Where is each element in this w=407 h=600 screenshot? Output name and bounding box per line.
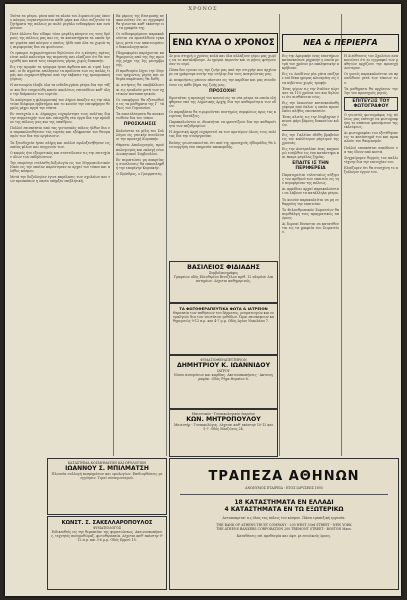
fidiadis-line: Συμβολαιογράφος xyxy=(208,271,239,275)
bank-line3: THE BANK OF ATHENS TRUST COMPANY - 205 WEST 33rd STREET - NEW YORK xyxy=(216,523,352,528)
eno-kyla-banner: ΕΝΩ ΚΥΛΑ Ο ΧΡΟΝΟΣ xyxy=(169,33,278,53)
bilmatsi-name: ΙΩΑΝΝΟΥ Σ. ΜΠΙΛΜΑΤΣΗ xyxy=(65,465,149,472)
ioannidou-ad: ΦΥΜΑΤΙΟΘΕΡΑΠΕΥΤΗΡΙΟΝ ΔΗΜΗΤΡΙΟΥ Κ. ΙΩΑΝΝΙΔΟΥ ΙΑΤΡΟΥ Νόσοι πνευμόνων και καρδίας. Ακτινοσκοπήσεις - Ακτινογραφίαι. Οδός Ρήγα Φεραίου 8. xyxy=(169,355,278,409)
prosochi-heading: ΠΡΟΣΟΧΗ! xyxy=(208,88,237,94)
sakellaropoulos-ad: ΚΩΝΣΤ. Σ. ΣΑΚΕΛΛΑΡΟΠΟΥΛΟΣ ΦΥΜΑΤΙΟΛΟΓΟΣ Ειδικευθείς εις την θεραπείαν της φυματιώσεως. Ακτινοσκοπήσεις, τεχνητός πνευμοθώραξ, φωτοθεραπεία. Δέχεται καθ' εκάστην 9-12 π.μ. και 3-6 μ.μ. Οδός Ερμού 15. xyxy=(47,516,167,590)
fidiadis-ad: ΒΑΣΙΛΕΙΟΣ ΦΙΔΙΑΔΗΣ Συμβολαιογράφος Γραφείον οδός Ελευθερίου Βενιζέλου αριθ. 12 πλησίον Δικαστηρίων. Δέχεται καθημερινώς. xyxy=(169,261,278,303)
column-1: Ταύτα τα μέτρα, μέσα από τα πλοία του λιμανιού μας όπου ο κόσμος συγκεντρώνεται κάθε μέρα και όλοι συζητούν τα ζητήματα της πόλεως με πολύ μεγάλο ενδιαφέρον και αναμένουν. Ποτέ άλλοτε δεν είδαμε τόσο μεγάλη κίνησιν εις τους δρόμους της πόλεως μας και εις τα καταστήματα τα οποία ήσαν γεμάτα από κόσμον ο οποίος ήλθε από όλα τα χωριά της περιφερείας δια να ψωνίσουν. Οι εμποροι ευχαριστημένοι δηλώνουν ότι η κίνησις εφέτος είναι πολύ καλυτέρα της περσινής και ελπίζουν ότι θα συνεχισθή και κατά τους επομένους μήνας χωρίς διακοπήν. Εις την αγοράν τα τρόφιμα ήσαν άφθονα και αι τιμαί λογικαί, οι δε αγρόται επώλησαν τα προϊόντα των εις καλάς τιμάς και ευχαριστήθησαν από την έκβασιν της εμποροπανηγύρεως. Η αστυνομία έλαβε όλα τα ενδεδειγμένα μέτρα δια την τάξιν και δεν εσημειώθη κανέν απολύτως επεισόδιον καθ' όλην την διάρκειαν των εορτών. Το απόγευμα η φιλαρμονική του Δήμου έπαιξεν εις την πλατείαν διάφορα εμβατήρια και το κοινόν την επευφήμησε θερμώς μέχρι αργά την νύκτα. Εν συνεχεία ο κ. Δήμαρχος ευχαρίστησε τους πολίτας δια την συμμετοχήν των και υπεσχέθη νέα έργα δια την πρόοδον της πόλεως μας και της υπαίθρου. Πολλοί επισκέπται από τας γειτονικάς πόλεις ήλθον δια να παρακολουθήσουν τας εορτάς και εξέφρασαν τον θαυμασμόν των δια την οργάνωσιν. Τα ξενοδοχεία ήσαν πλήρη και πολλοί εφιλοξενήθησαν εις οικίας φίλων και συγγενών των. Ο καιρός ήτο εξαιρετικός και συνετέλεσεν εις την επιτυχίαν όλων των εκδηλώσεων. Την επομένην ετελέσθη δοξολογία εις τον Μητροπολιτικόν Ναόν εις την οποίαν παρέστησαν αι αρχαί του τόπου και πλήθος κόσμου. Μετά την δοξολογίαν έγινε παρέλασις των σχολείων και των προσκόπων η οποία υπήρξεν επιβλητική. xyxy=(10,14,110,184)
nea-perierga-banner: ΝΕΑ & ΠΕΡΙΕΡΓΑ xyxy=(282,34,399,52)
column-5: Η Διεύθυνσις του Σχολείου ανακοινώνει ότι αι εγγραφαί των μαθητών αρχίζουν την προσεχή Δευτέραν. Οι γονείς παρακαλούνται να προσέλθουν μετά των τέκνων των. Τα μαθήματα θα αρχίσουν την 1ην του προσεχούς μηνός. ΕΠΙΤΕΥΞΙΣ ΤΟΥ ΦΩΤΟΓΡΑΦΟΥ Ο γνωστός φωτογράφος της πόλεως μας επέτυχε να φωτογραφήση το σπάνιον φαινόμενον της εκλείψεως. Αι φωτογραφίαι του εξετέθησαν εις το κατάστημά του και προκαλούν τον θαυμασμόν. Πολλοί επισκέπται σπεύδουν να τας ίδουν από κοντά. Συγχαίρομεν θερμώς τον καλλιτέχνην δια την επιτυχίαν του. Ελπίζομεν ότι θα συνεχίση το αξιόλογον έργον του. xyxy=(344,54,398,174)
bilmatsi-pre: ΚΑΤΑΣΤΗΜΑ ΚΟΣΜΗΜΑΤΩΝ ΚΑΙ ΩΡΟΛΟΓΙΩΝ xyxy=(67,461,147,465)
kliniki-ad: ΤΑ ΦΩΤΟΘΕΡΑΠΕΥΤΙΚΑ ΦΩΤΑ & ΙΑΤΡΕΙΟΝ Θεραπεία των παθήσεων του δέρματος, ρευματισμών και νευραλγιών δια των νεωτάτων μεθόδων. Ώραι επισκέψεων καθημερινώς 9-12 π.μ. και 4-7 μ.μ. Οδός Αγίου Νικολάου 7. xyxy=(169,303,278,355)
column-rule xyxy=(279,14,280,456)
kliniki-title: ΤΑ ΦΩΤΟΘΕΡΑΠΕΥΤΙΚΑ ΦΩΤΑ & ΙΑΤΡΕΙΟΝ xyxy=(179,306,268,311)
column-2: Εκ μέρους της Επιτροπής ανακοινούται ότι αι εγγραφαί θα γίνωνται καθ' εκάστην εις τα γραφεία της. Οι ενδιαφερόμενοι παρακαλούνται να προσέλθουν εγκαίρως μετά των απαιτουμένων δικαιολογητικών. Πληροφορίαι παρέχονται καθημερινώς από της 9ης πρωινής μέχρι της 1ης μεσημβρινής. Η προθεσμία λήγει την 30ην του τρέχοντος μηνός και ουδεμία παράτασις θα δοθή. Αι αιτήσεις θα υποβάλλωνται εις τριπλούν μετά των σχετικών πιστοποιητικών. Οι υποψήφιοι θα εξετασθούν εις τα μαθήματα της Γ΄ τάξεως του Γυμνασίου. Τα αποτελέσματα θα ανακοινωθούν δια του τύπου. ΠΡΟΣΚΛΗΣΙΣ Καλούνται τα μέλη του Συλλόγου εις γενικήν συνέλευσιν την προσεχή Κυριακήν. Θέματα: Απολογισμός, προϋπολογισμός και εκλογή νέου Διοικητικού Συμβουλίου. Εν περιπτώσει μη απαρτίας η συνέλευσις θα επαναληφθή την επομένην Κυριακήν. Ο Πρόεδρος, ο Γραμματεύς. xyxy=(116,14,164,176)
fidiadis-name: ΒΑΣΙΛΕΙΟΣ ΦΙΔΙΑΔΗΣ xyxy=(187,264,260,271)
epiteuxis-heading: ΕΠΙΤΕΥΞΙΣ ΤΟΥ ΦΩΤΟΓΡΑΦΟΥ xyxy=(344,97,398,111)
column-rule xyxy=(341,14,342,456)
bank-line1: 18 ΚΑΤΑΣΤΗΜΑΤΑ ΕΝ ΕΛΛΑΔΙ xyxy=(234,499,334,506)
column-3-text: Σε μια στιγμή ο χρόνος κυλά και όλα αλλάζουν γύρω μας χωρίς να το καταλάβουμε. Αι ημέραι περνούν και οι μήνες φεύγουν σαν το νερό. Πόσα δεν εγιναν εις την ζωήν μας από την στιγμήν που αρχίσαμε να γράφουμε αυτήν την στήλην δια τους αναγνώστας μας. Αι αναμνήσεις μένουν πάντοτε εις την καρδίαν και μας συνοδεύουν εις κάθε βήμα της ζωής μας. ΠΡΟΣΟΧΗ! Εφιστάται η προσοχή του κοινού εις τα νέα μέτρα τα οποία ελήφθησαν υπό της Δημοτικής Αρχής δια την καθαριότητα των οδών. Οι παραβάται θα τιμωρούνται αυστηρώς συμφώνως προς τας κειμένας διατάξεις. Παρακαλούνται οι ιδιοκτήται να φροντίζουν δια την καθαριότητα των πεζοδρομίων. Η Δημοτική Αρχή ευχαριστεί εκ των προτέρων όλους τους πολίτας δια την συνεργασίαν. Επίσης γνωστοποιείται ότι από της προσεχούς εβδομάδος θα λειτουργήση νέα υπηρεσία αποκομιδής. xyxy=(169,54,276,149)
bank-line4: THE ATHENS BANKERS CORPORATION 200 TREMONT STREET - BOSTON Mass. xyxy=(216,527,352,532)
bank-name: ΤΡΑΠΕΖΑ ΑΘΗΝΩΝ xyxy=(208,469,360,484)
ioannidou-sub: ΙΑΤΡΟΥ xyxy=(217,369,230,373)
bank-sub: ΑΝΩΝΥΜΟΣ ΕΤΑΙΡΕΙΑ - ΕΤΟΣ ΙΔΡΥΣΕΩΣ 1893 xyxy=(245,486,323,490)
column-4: Εις την Αμερικήν ένας επιστήμων κατασκεύασε μηχανήν η οποία μετρά τον χρόνον με εκπληκτικήν ακρίβειαν. Εις το Λονδίνον μία γάτα επέζησε επί δέκα ημέρας κλεισμένη εις ένα κιβώτιον χωρίς τροφήν. Ένας γέρων εις την Ιταλίαν εώρτασε τα 110 χρόνια του και δηλώνει ότι αισθάνεται νέος. Εις την Ιαπωνίαν κατεσκευάσθη γέφυρα από ύαλον η οποία προσελκύει πλήθος επισκεπτών. Ένας αλιεύς εις την Νορβηγίαν έπιασε ψάρι βάρους διακοσίων κιλών. Εις την Γαλλίαν εδόθη βραβείον εις τον καλλίτερον μάγειρον της χρονιάς. Εις την Αυστραλίαν ένας καγκουρώ εισήλθεν εις ένα κατάστημα και έκαμε μεγάλας ζημίας. ΕΠΑΙΤΕ ΙΣ ΤΗΝ ΠΕΡΙΦΕΡΕΙΑ Παρατηρείται τελευταίως αύξησις του αριθμού των επαιτών εις την περιφέρειαν της πόλεως. Αι αρμόδιαι αρχαί παρακαλούνται να λάβουν τα κατάλληλα μέτρα. Το κοινόν παρακαλείται να μη ενθαρρύνη την επαιτείαν. Το Φιλανθρωπικόν Σωματείον θα περιθάλψη τους πραγματικώς απόρους. Αι δωρεαί δύνανται να κατατίθενται εις τα γραφεία του Σωματείου. xyxy=(282,54,339,235)
epaite-heading: ΕΠΑΙΤΕ ΙΣ ΤΗΝ ΠΕΡΙΦΕΡΕΙΑ xyxy=(292,161,329,172)
mitropoulos-name: ΚΩΝ. ΜΗΤΡΟΠΟΥΛΟΥ xyxy=(186,416,261,423)
ioannidou-pre: ΦΥΜΑΤΙΟΘΕΡΑΠΕΥΤΗΡΙΟΝ xyxy=(200,358,247,362)
page-header: ΧΡΟΝΟΣ xyxy=(188,6,218,12)
sakellaropoulos-sub: ΦΥΜΑΤΙΟΛΟΓΟΣ xyxy=(92,526,122,530)
column-rule xyxy=(113,14,114,456)
newspaper-page xyxy=(5,4,401,596)
bank-ad: ΤΡΑΠΕΖΑ ΑΘΗΝΩΝ ΑΝΩΝΥΜΟΣ ΕΤΑΙΡΕΙΑ - ΕΤΟΣ ΙΔΡΥΣΕΩΣ 1893 18 ΚΑΤΑΣΤΗΜΑΤΑ ΕΝ ΕΛΛΑΔΙ 4 ΚΑΤΑΣΤΗΜΑΤΑ ΕΝ ΤΩ ΕΞΩΤΕΡΙΚΩ Ανταποκριταί εις όλας τας πόλεις του κόσμου. Πάσα τραπεζική εργασία. THE BANK OF ATHENS TRUST COMPANY - 205 WEST 33rd STREET - NEW YORK THE ATHENS BANKERS CORPORATION 200 TREMONT STREET - BOSTON Mass. Καταθέσεις επί προθεσμία και όψει με ευνοϊκούς όρους. xyxy=(169,458,399,590)
prosklisis-heading: ΠΡΟΣΚΛΗΣΙΣ xyxy=(123,122,157,128)
sakellaropoulos-name: ΚΩΝΣΤ. Σ. ΣΑΚΕΛΛΑΡΟΠΟΥΛΟΣ xyxy=(61,520,153,526)
mitropoulos-pre: Μαιευτικόν - Γυναικολογικόν Ιατρείον xyxy=(191,412,256,416)
ioannidou-name: ΔΗΜΗΤΡΙΟΥ Κ. ΙΩΑΝΝΙΔΟΥ xyxy=(176,362,271,369)
bilmatsi-ad: ΚΑΤΑΣΤΗΜΑ ΚΟΣΜΗΜΑΤΩΝ ΚΑΙ ΩΡΟΛΟΓΙΩΝ ΙΩΑΝΝΟΥ Σ. ΜΠΙΛΜΑΤΣΗ Πλουσία συλλογή κοσμημάτων και ωρολογίων. Επιδιορθώσεις με εγγύησιν. Τιμαί συναγωνισμού. xyxy=(47,458,167,515)
column-rule xyxy=(166,14,167,456)
mitropoulos-ad: Μαιευτικόν - Γυναικολογικόν Ιατρείον ΚΩΝ. ΜΗΤΡΟΠΟΥΛΟΥ Μαιευτήρ - Γυναικολόγος. Δέχεται καθ' εκάστην 10-12 και 5-7. Οδός Μαιζώνος 24. xyxy=(169,409,278,457)
bank-line2: 4 ΚΑΤΑΣΤΗΜΑΤΑ ΕΝ ΤΩ ΕΞΩΤΕΡΙΚΩ xyxy=(224,506,344,513)
